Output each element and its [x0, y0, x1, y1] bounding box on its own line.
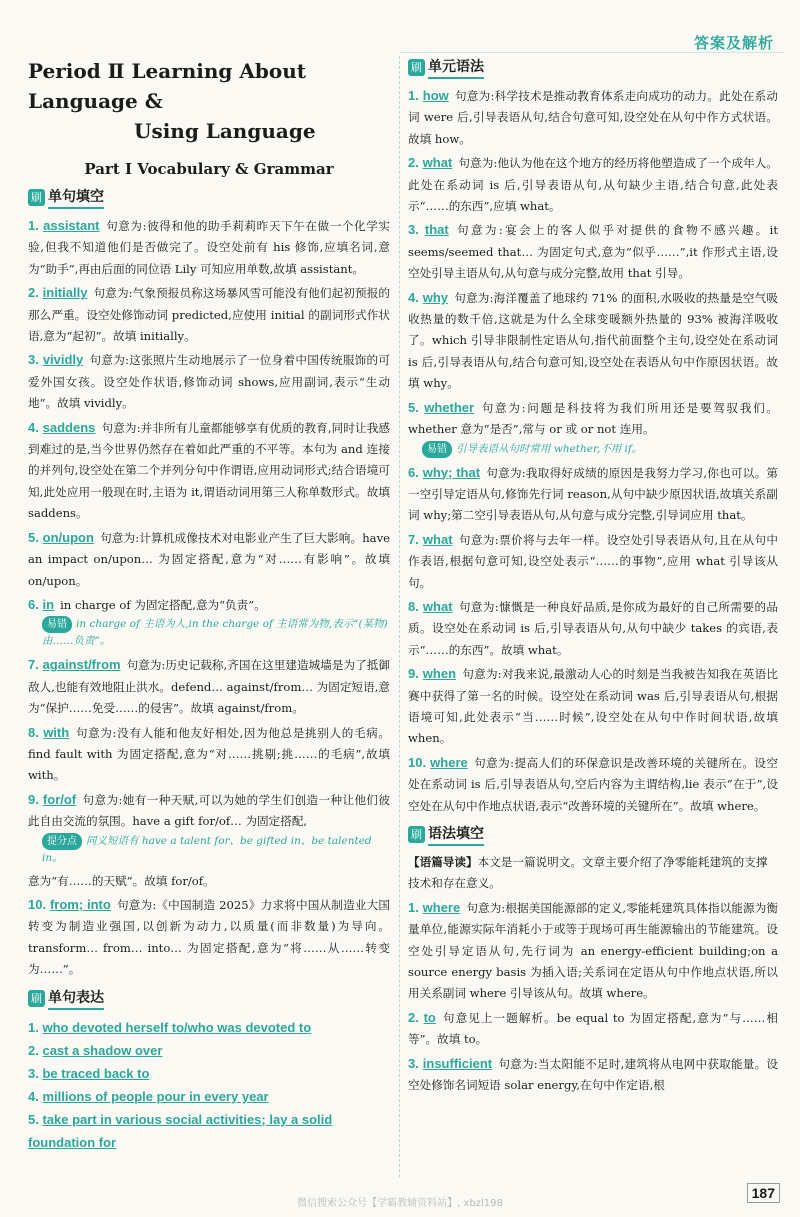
- answer: where: [430, 754, 468, 770]
- answer-item: 1. how 句意为:科学技术是推动教育体系走向成功的动力。此处在系动词 were 后,引导表语从句,结合句意可知,设空处在从句中作方式状语。故填 how。: [408, 88, 778, 146]
- answer: how: [422, 88, 449, 103]
- brush-icon: 刷: [28, 990, 45, 1007]
- answer-item-continuation: 意为“有……的天赋”。故填 for/of。: [28, 873, 215, 888]
- answer-item: 7. against/from 句意为:历史记载称,齐国在这里建造城墙是为了抵御敌人,也能有效地阻止洪水。defend… against/from… 为固定短语,意为“保护……免受……的侵害”。故填 against/from。: [28, 657, 390, 716]
- answer-item: 2. what 句意为:他认为他在这个地方的经历将他塑造成了一个成年人。此处在系动词 is 后,引导表语从句,从句缺少主语,结合句意,此处表示“……的东西”,应填 what。: [408, 155, 778, 214]
- answer: against/from: [42, 657, 121, 673]
- answer-item: 2. to 句意见上一题解析。be equal to 为固定搭配,意为“与……相等”。故填 to。: [408, 1009, 779, 1047]
- expression-item: 2. cast a shadow over: [28, 1042, 163, 1058]
- answer: what: [422, 598, 453, 614]
- answer-item: 6. in in charge of 为固定搭配,意为“负责”。: [28, 596, 266, 612]
- answer-item: 10. from; into 句意为:《中国制造 2025》力求将中国从制造业大国转变为制造业强国,以创新为动力,以质量(而非数量)为导向。transform… from… into… 为固定搭配,意为“将……从……转变为……”。: [28, 896, 390, 977]
- answer-item: 5. whether 句意为:问题是科技将为我们所用还是要驾驭我们。whether 意为“是否”,常与 or 或 or not 连用。: [408, 399, 778, 437]
- tip-tag: 易错: [422, 441, 452, 458]
- section-heading-grammar: [408, 56, 778, 79]
- expression-item: 4. millions of people pour in every year: [28, 1088, 269, 1104]
- section-label: 单句填空: [48, 186, 104, 209]
- right-column: [408, 56, 778, 1098]
- answer-item: 2. initially 句意为:气象预报员称这场暴风雪可能没有他们起初预报的那么严重。设空处修饰动词 predicted,应使用 initial 的副词形式作状语,意为“起初”。故填 initially。: [28, 285, 390, 344]
- answer: why: [422, 289, 449, 305]
- answer: to: [423, 1009, 436, 1025]
- answer: for/of: [42, 791, 77, 807]
- answer: when: [422, 666, 457, 682]
- answer-item: 4. why 句意为:海洋覆盖了地球约 71% 的面积,水吸收的热量是空气吸收热量的数千倍,这就是为什么全球变暖额外热量的 93% 被海洋吸收了。which 引导非限制性定语从句,指代前面整个主句,设空处在系动词 is 后,引导表语从句,结合句意可知,设空处在表语从句中作原因状语。故填 why。: [408, 289, 779, 391]
- answer-item: 9. when 句意为:对我来说,最激动人心的时刻是当我被告知我在英语比赛中获得了第一名的时候。设空处在系动词 was 后,引导表语从句,根据语境可知,此处表示“当……时候”,设空处在从句中作时间状语,故填 when。: [408, 666, 779, 746]
- tip-tag: 提分点: [42, 833, 82, 850]
- title-line-1: Period Ⅱ Learning About Language &: [28, 59, 306, 113]
- brush-icon: 刷: [28, 189, 45, 206]
- brush-icon: 刷: [408, 826, 425, 843]
- brush-icon: 刷: [408, 59, 425, 76]
- section-heading-single-fill: [28, 186, 390, 209]
- section-label: 单句表达: [48, 987, 104, 1010]
- answer: on/upon: [42, 529, 94, 545]
- answer: what: [422, 155, 453, 171]
- expression-item: 1. who devoted herself to/who was devoted to: [28, 1019, 312, 1035]
- answer: where: [422, 899, 461, 915]
- answer-item: 3. insufficient 句意为:当太阳能不足时,建筑将从电网中获取能量。设空处修饰名词短语 solar energy,在句中作定语,根: [408, 1055, 779, 1093]
- answer: that: [424, 222, 449, 238]
- part-heading: Part Ⅰ Vocabulary & Grammar: [84, 160, 334, 178]
- answer-item: 5. on/upon 句意为:计算机成像技术对电影业产生了巨大影响。have an impact on/upon… 为固定搭配,意为“对……有影响”。故填 on/upon。: [28, 529, 390, 588]
- answer: vividly: [42, 352, 84, 368]
- answer-item: 8. with 句意为:没有人能和他友好相处,因为他总是挑别人的毛病。find fault with 为固定搭配,意为“对……挑剔;挑……的毛病”,故填 with。: [28, 724, 391, 783]
- answer-item: 9. for/of 句意为:她有一种天赋,可以为她的学生们创造一种让他们彼此自由交流的氛围。have a gift for/of… 为固定搭配,: [28, 791, 391, 829]
- answer: assistant: [43, 218, 100, 233]
- answer: what: [422, 531, 453, 547]
- answer: from; into: [49, 896, 111, 912]
- answer: with: [43, 724, 70, 740]
- answer: saddens: [42, 419, 96, 435]
- answer-item: 8. what 句意为:慷慨是一种良好品质,是你成为最好的自己所需要的品质。设空处在系动词 is 后,引导表语从句,从句中缺少 takes 的宾语,表示“……的东西”。故填 what。: [408, 598, 779, 657]
- answer: why; that: [422, 464, 481, 480]
- answer-item: 1. where 句意为:根据美国能源部的定义,零能耗建筑具体指以能源为衡量单位,能源实际年消耗小于或等于现场可再生能源输出的节能建筑。设空处引导定语从句,先行词为 an energy-efficient building;on a source energy basis 为插入语;关系词在定语从句中作地点状语,所以用关系副词 where 引导该从句。故填 where。: [408, 899, 779, 1001]
- answer-item: 10. where 句意为:提高人们的环保意识是改善环境的关键所在。设空处在系动词 is 后,引导表语从句,空后内容为主谓结构,lie 表示“在于”,设空处在从句中作地点状语,表示“改善环境的关键所在”。故填 where。: [408, 754, 778, 813]
- answer-item: 3. vividly 句意为:这张照片生动地展示了一位身着中国传统服饰的可爱外国女孩。设空处作状语,修饰动词 shows,应用副词,表示“生动地”。故填 vividly。: [28, 352, 390, 411]
- tip-note: 易错 in charge of 主语为人,in the charge of 主语常为物,表示“(某物)由……负责”。: [42, 618, 388, 648]
- tip-tag: 易错: [42, 616, 72, 633]
- answer-item: 1. assistant 句意为:彼得和他的助手莉莉昨天下午在做一个化学实验,但我不知道他们是否做完了。设空处前有 his 修饰,应填名词,意为“助手”,再由后面的同位语 Lily 可知应用单数,故填 assistant。: [28, 218, 390, 276]
- tip-note: 提分点 同义短语有 have a talent for、be gifted in、be talented in。: [42, 834, 372, 864]
- answer: whether: [424, 399, 475, 415]
- tip-note: 易错 引导表语从句时常用 whether,不用 if。: [422, 441, 778, 458]
- answer-item: 4. saddens 句意为:并非所有儿童都能够享有优质的教育,同时让我感到难过的是,当今世界仍然存在着如此严重的不平等。本句为 and 连接的并列句,设空处在第二个并列分句中作谓语,应用动词形式;结合语境可知,此处应用一般现在时,主语为 it,谓语动词用第三人称单数形式。故填 saddens。: [28, 419, 391, 521]
- header-label: 答案及解析: [693, 35, 774, 52]
- header-divider: [400, 52, 784, 53]
- answer: in: [42, 596, 55, 612]
- answer-item: 3. that 句意为:宴会上的客人似乎对提供的食物不感兴趣。it seems/seemed that… 为固定句式,意为“似乎……”,it 作形式主语,设空处引导主语从句,从句意与成分完整,故用 that 引导。: [408, 222, 779, 281]
- answer-item: 7. what 句意为:票价将与去年一样。设空处引导表语从句,且在从句中作表语,根据句意可知,设空处表示“……的事物”,应用 what 引导该从句。: [408, 531, 779, 590]
- expression-item: 3. be traced back to: [28, 1065, 150, 1081]
- title-line-2: Using Language: [134, 119, 316, 143]
- answer-item: 6. why; that 句意为:我取得好成绩的原因是我努力学习,你也可以。第一空引导定语从句,修饰先行词 reason,从句中缺少原因状语,故填关系副词 why;第二空引导表语从句,从句意与成分完整,引导词应用 that。: [408, 464, 778, 523]
- section-heading-grammar-fill: [408, 823, 778, 846]
- left-column: [28, 56, 390, 1154]
- expression-item: 5. take part in various social activities; lay a solid foundation for: [28, 1111, 333, 1150]
- column-divider: [399, 56, 400, 1177]
- watermark: 微信搜索公众号【学霸教辅资料站】, xbzl198: [297, 1198, 503, 1209]
- answer: initially: [42, 285, 88, 301]
- section-heading-expression: [28, 987, 390, 1010]
- passage-guide: 【语篇导读】本文是一篇说明文。文章主要介绍了净零能耗建筑的支撑技术和存在意义。: [408, 855, 768, 891]
- section-label: 单元语法: [428, 56, 484, 79]
- section-label: 语法填空: [428, 823, 484, 846]
- answer: insufficient: [422, 1055, 493, 1071]
- page-number: 187: [747, 1183, 780, 1203]
- page-title: [28, 56, 390, 146]
